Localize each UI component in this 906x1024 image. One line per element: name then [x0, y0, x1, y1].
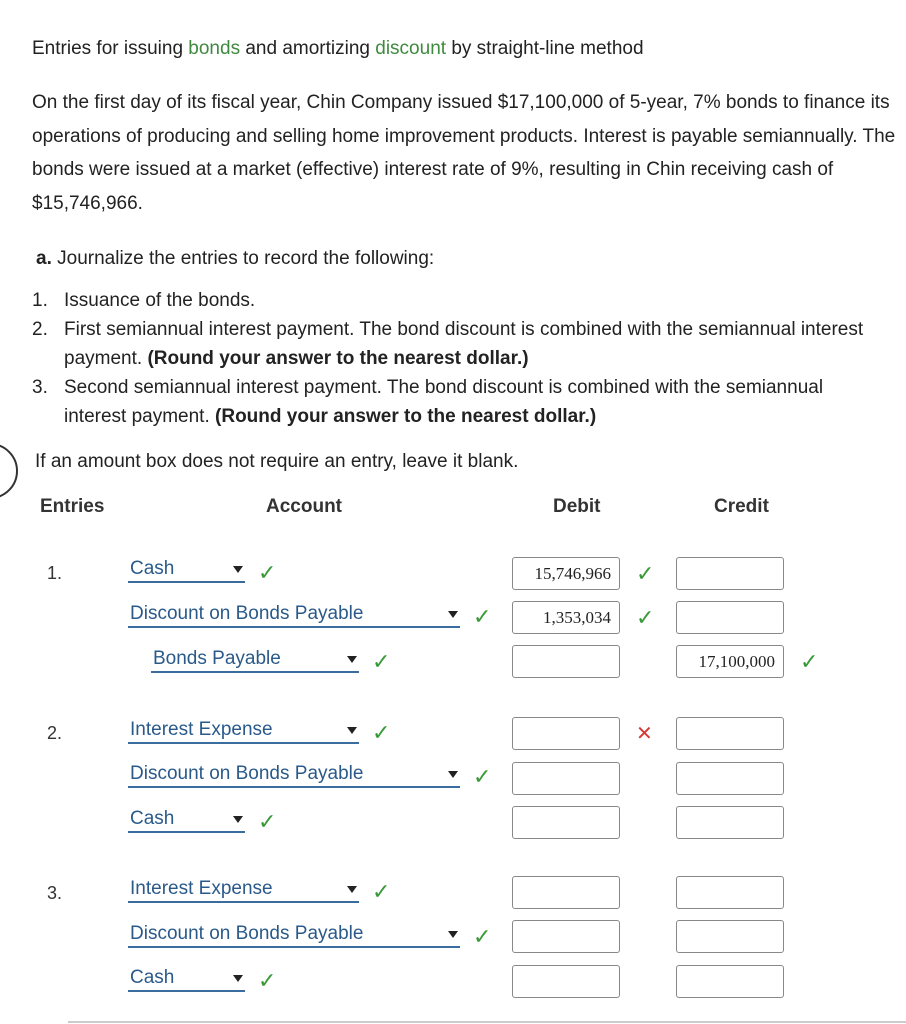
debit-input[interactable]: 15,746,966: [512, 557, 620, 590]
account-selected: Cash: [130, 558, 175, 579]
credit-input[interactable]: 17,100,000: [676, 645, 784, 678]
credit-input[interactable]: [676, 762, 784, 795]
step-bold-note: (Round your answer to the nearest dollar.): [215, 406, 597, 427]
account-dropdown[interactable]: [128, 763, 460, 788]
check-icon: ✓: [636, 561, 655, 586]
part-label: a.: [36, 248, 52, 269]
debit-input[interactable]: [512, 965, 620, 998]
account-selected: Cash: [130, 967, 175, 988]
check-icon: ✓: [473, 924, 492, 949]
entry-number: 3.: [47, 883, 63, 903]
debit-input[interactable]: [512, 806, 620, 839]
debit-header: Debit: [553, 496, 601, 517]
dropdown-arrow-icon: [233, 566, 243, 573]
discount-link[interactable]: discount: [375, 38, 447, 59]
debit-input[interactable]: [512, 876, 620, 909]
dropdown-arrow-icon: [233, 975, 243, 982]
dropdown-arrow-icon: [448, 931, 458, 938]
step-text: Second semiannual interest payment. The bond discount is combined with the semiannual interest payment.: [64, 377, 824, 427]
incorrect-x-icon: ✕: [636, 723, 653, 745]
account-selected: Interest Expense: [130, 878, 273, 899]
step-number: 2.: [32, 319, 48, 340]
check-icon: ✓: [258, 560, 277, 585]
dropdown-arrow-icon: [448, 611, 458, 618]
check-icon: ✓: [258, 968, 277, 993]
debit-input[interactable]: [512, 762, 620, 795]
step-text: First semiannual interest payment. The bond discount is combined with the semiannual interest payment.: [64, 319, 864, 369]
debit-input[interactable]: [512, 717, 620, 750]
account-selected: Interest Expense: [130, 719, 273, 740]
credit-input[interactable]: [676, 717, 784, 750]
heading-text-post: by straight-line method: [446, 38, 644, 59]
steps-list: [32, 286, 882, 431]
part-a-instruction: [36, 248, 434, 270]
debit-input[interactable]: 1,353,034: [512, 601, 620, 634]
check-icon: ✓: [372, 879, 391, 904]
credit-input[interactable]: [676, 876, 784, 909]
credit-input[interactable]: [676, 920, 784, 953]
check-icon: ✓: [800, 649, 819, 674]
account-dropdown[interactable]: [128, 558, 245, 583]
step-item: [32, 373, 882, 431]
check-icon: ✓: [258, 809, 277, 834]
account-selected: Bonds Payable: [153, 648, 281, 669]
blank-box-note: If an amount box does not require an entry, leave it blank.: [35, 451, 519, 472]
credit-input[interactable]: [676, 806, 784, 839]
check-icon: ✓: [473, 764, 492, 789]
dropdown-arrow-icon: [233, 816, 243, 823]
heading-text-mid: and amortizing: [240, 38, 376, 59]
problem-intro: On the first day of its fiscal year, Chin Company issued $17,100,000 of 5-year, 7% bonds to finance its operations of producing and selling home improvement products. Interest is payable semiannually. The bonds were issued at a market (effective) interest rate of 9%, resulting in Chin receiving cash of $15,746,966.: [32, 92, 896, 214]
bonds-link[interactable]: bonds: [188, 38, 241, 59]
credit-header: Credit: [714, 496, 769, 517]
account-selected: Discount on Bonds Payable: [130, 603, 364, 624]
debit-input[interactable]: [512, 645, 620, 678]
check-icon: ✓: [372, 720, 391, 745]
account-selected: Discount on Bonds Payable: [130, 923, 364, 944]
bookmark-circle-icon: [0, 443, 18, 499]
account-dropdown[interactable]: [128, 603, 460, 628]
dropdown-arrow-icon: [448, 771, 458, 778]
step-number: 1.: [32, 290, 48, 311]
check-icon: ✓: [473, 604, 492, 629]
step-bold-note: (Round your answer to the nearest dollar.): [147, 348, 529, 369]
credit-input[interactable]: [676, 601, 784, 634]
debit-input[interactable]: [512, 920, 620, 953]
account-header: Account: [266, 496, 342, 517]
bottom-divider: [68, 1021, 906, 1023]
step-text: Issuance of the bonds.: [64, 290, 256, 311]
account-dropdown[interactable]: [128, 967, 245, 992]
account-selected: Discount on Bonds Payable: [130, 763, 364, 784]
account-dropdown[interactable]: [128, 878, 359, 903]
step-number: 3.: [32, 377, 48, 398]
credit-input[interactable]: [676, 557, 784, 590]
part-text: Journalize the entries to record the following:: [51, 248, 435, 269]
dropdown-arrow-icon: [347, 727, 357, 734]
heading-text-pre: Entries for issuing: [32, 38, 189, 59]
entry-number: 2.: [47, 723, 63, 743]
credit-input[interactable]: [676, 965, 784, 998]
check-icon: ✓: [636, 605, 655, 630]
account-dropdown[interactable]: [128, 808, 245, 833]
step-item: [32, 315, 882, 373]
dropdown-arrow-icon: [347, 656, 357, 663]
account-dropdown[interactable]: [128, 719, 359, 744]
account-dropdown[interactable]: [128, 923, 460, 948]
account-dropdown[interactable]: [151, 648, 359, 673]
step-item: [32, 286, 882, 315]
entry-number: 1.: [47, 563, 63, 583]
dropdown-arrow-icon: [347, 886, 357, 893]
problem-heading: [32, 38, 644, 60]
entries-header: Entries: [40, 496, 105, 517]
check-icon: ✓: [372, 649, 391, 674]
account-selected: Cash: [130, 808, 175, 829]
